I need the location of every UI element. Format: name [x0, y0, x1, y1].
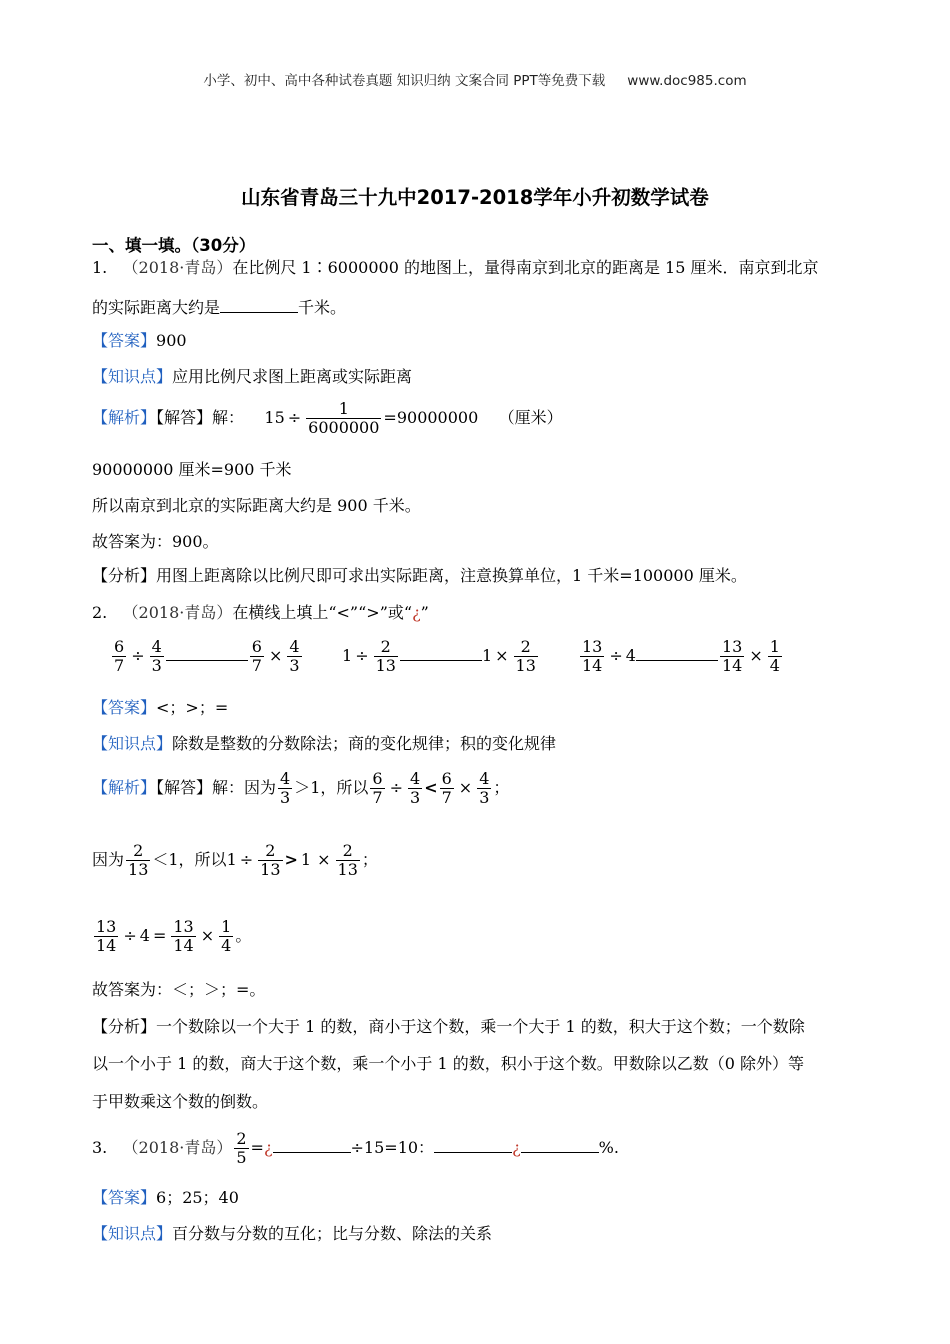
fraction-numerator: 2 [380, 637, 391, 656]
q2-text-end: ” [420, 603, 429, 622]
q1-fraction [306, 400, 381, 437]
frac-4-3 [477, 770, 491, 807]
fraction-denominator: 3 [280, 788, 291, 807]
fraction-denominator: 7 [251, 656, 262, 675]
fraction-numerator: 13 [582, 637, 603, 656]
fraction-denominator: 7 [114, 656, 125, 675]
q1-answer-blank[interactable] [220, 296, 298, 313]
frac-2-13 [336, 842, 360, 879]
frac-4-3 [278, 770, 292, 807]
knowledge-tag: 【知识点】 [92, 734, 173, 753]
section-heading: 一、填一填。（30分） [92, 236, 256, 255]
page-title: 山东省青岛三十九中2017-2018学年小升初数学试卷 [241, 186, 709, 209]
q2-blank-a[interactable] [166, 644, 248, 661]
fraction-numerator: 13 [96, 917, 117, 936]
fraction-denominator: 6000000 [308, 418, 380, 437]
times-sign: × [317, 850, 331, 869]
q3-invalid-char: ¿ [263, 1138, 273, 1157]
q2-line2-pre: 因为 [92, 850, 125, 869]
frac-13-14 [171, 918, 195, 955]
q3-answer-line [92, 1188, 239, 1208]
q1-fenxi-line [92, 566, 747, 586]
header-site-link[interactable]: www.doc985.com [627, 73, 747, 89]
q1-text-a: 在比例尺 1∶6000000 的地图上，量得南京到北京的距离是 15 厘米．南京到北京 [232, 258, 819, 277]
fraction-denominator: 13 [515, 656, 536, 675]
answer-tag: 【答案】 [92, 331, 157, 350]
div-sign: ÷ [123, 926, 137, 945]
frac-6-7 [370, 770, 384, 807]
times-sign: × [268, 646, 283, 665]
frac-4-3 [287, 638, 301, 675]
fraction-numerator: 4 [479, 769, 490, 788]
q1-solve-pre: 解： [212, 408, 245, 427]
semicolon: ； [493, 778, 510, 797]
solve-tag: 【解答】 [156, 778, 213, 797]
q1-knowledge: 应用比例尺求图上距离或实际距离 [172, 367, 413, 386]
q2-line2-mid: ＜1，所以 [152, 850, 227, 869]
q2-conclusion: 故答案为：＜；＞；=。 [92, 980, 266, 999]
header-text: 小学、初中、高中各种试卷真题 知识归纳 文案合同 PPT等免费下载 [203, 73, 606, 89]
fraction-numerator: 4 [280, 769, 291, 788]
page-header [0, 69, 950, 89]
fraction-numerator: 2 [236, 1129, 247, 1148]
q2-knowledge: 除数是整数的分数除法；商的变化规律；积的变化规律 [172, 734, 557, 753]
fraction-numerator: 6 [251, 637, 262, 656]
div-sign: ÷ [287, 408, 302, 427]
frac-13-14 [720, 638, 744, 675]
fraction-numerator: 6 [372, 769, 383, 788]
q1-line-1 [92, 258, 819, 278]
fraction-denominator: 13 [260, 860, 281, 879]
q2-knowledge-line [92, 734, 556, 754]
frac-2-13 [374, 638, 398, 675]
fraction-numerator: 13 [173, 917, 194, 936]
q2-line-1 [92, 603, 429, 623]
fraction-numerator: 2 [342, 841, 353, 860]
fenxi-tag: 【分析】 [92, 1017, 157, 1036]
q2-solve-mid: ＞1，所以 [294, 778, 369, 797]
fraction-denominator: 13 [337, 860, 358, 879]
times-sign: × [749, 646, 763, 665]
q2-solution-line-2 [92, 842, 378, 879]
frac-1-4 [219, 918, 233, 955]
frac-4-3 [408, 770, 422, 807]
q2-blank-c[interactable] [636, 644, 718, 661]
fenxi-tag: 【分析】 [92, 566, 157, 585]
number-one: 1 [481, 646, 493, 665]
q1-fenxi: 用图上距离除以比例尺即可求出实际距离，注意换算单位，1 千米=100000 厘米。 [156, 566, 747, 585]
analysis-tag: 【解析】 [92, 408, 157, 427]
q3-blank-3[interactable] [521, 1136, 599, 1153]
semicolon: ； [361, 850, 378, 869]
fraction-denominator: 14 [96, 936, 117, 955]
q3-end: %. [598, 1138, 619, 1157]
fraction-denominator: 14 [582, 656, 603, 675]
q1-solution-line [92, 400, 563, 437]
times-sign: × [495, 646, 509, 665]
frac-2-13 [514, 638, 538, 675]
q1-line-3: 90000000 厘米=900 千米 [92, 460, 292, 479]
q1-line-2 [92, 296, 346, 318]
fraction-denominator: 4 [221, 936, 232, 955]
frac-2-13 [258, 842, 282, 879]
q3-line-1 [92, 1130, 619, 1167]
analysis-tag: 【解析】 [92, 778, 157, 797]
fraction-numerator: 4 [410, 769, 421, 788]
answer-tag: 【答案】 [92, 1188, 157, 1207]
q3-blank-2[interactable] [434, 1136, 512, 1153]
equals-sign: = [152, 926, 167, 945]
fraction-denominator: 13 [375, 656, 396, 675]
div-sign: ÷ [355, 646, 369, 665]
fraction-numerator: 1 [338, 399, 349, 418]
q1-number: 1. [92, 258, 108, 277]
q1-source: （2018·青岛） [122, 258, 233, 277]
fraction-numerator: 2 [520, 637, 531, 656]
q2-source: （2018·青岛） [122, 603, 233, 622]
fraction-denominator: 7 [372, 788, 383, 807]
frac-6-7 [250, 638, 264, 675]
fraction-denominator: 13 [128, 860, 149, 879]
fraction-denominator: 3 [479, 788, 490, 807]
q1-line-5: 故答案为：900。 [92, 532, 219, 551]
frac-2-5 [234, 1130, 248, 1167]
q1-answer-line [92, 331, 187, 351]
frac-6-7 [112, 638, 126, 675]
fraction-denominator: 3 [289, 656, 300, 675]
fraction-numerator: 2 [133, 841, 144, 860]
q3-answer: 6；25；40 [156, 1188, 239, 1207]
div-sign: ÷ [389, 778, 404, 797]
q2-fenxi-line-3: 于甲数乘这个数的倒数。 [92, 1092, 269, 1111]
q2-fenxi-line-2: 以一个小于 1 的数，商大于这个数，乘一个小于 1 的数，积小于这个数。甲数除以乙数（0 除外）等 [92, 1054, 804, 1073]
q2-solution-line-3 [92, 918, 251, 955]
q2-answer-line [92, 698, 228, 718]
period: 。 [235, 926, 252, 945]
q2-fenxi-line-1 [92, 1017, 805, 1037]
answer-tag: 【答案】 [92, 698, 157, 717]
q3-knowledge: 百分数与分数的互化；比与分数、除法的关系 [172, 1224, 493, 1243]
knowledge-tag: 【知识点】 [92, 1224, 173, 1243]
fraction-denominator: 4 [769, 656, 780, 675]
q2-number: 2. [92, 603, 108, 622]
fraction-numerator: 1 [221, 917, 232, 936]
q2-problem-c [578, 638, 784, 675]
fraction-denominator: 3 [410, 788, 421, 807]
number-four: 4 [139, 926, 150, 945]
fraction-denominator: 7 [441, 788, 452, 807]
number-four: 4 [625, 646, 636, 665]
div-sign: ÷ [239, 850, 254, 869]
q1-text-b-post: 千米。 [298, 298, 347, 317]
q2-answer: <；>；= [156, 698, 229, 717]
fraction-numerator: 4 [289, 637, 300, 656]
frac-4-3 [150, 638, 164, 675]
fraction-denominator: 14 [173, 936, 194, 955]
solve-tag: 【解答】 [156, 408, 213, 427]
frac-2-13 [126, 842, 150, 879]
q2-solve-pre: 解：因为 [212, 778, 277, 797]
q3-mid: ÷15=10： [350, 1138, 435, 1157]
number-one: 1 [342, 646, 353, 665]
q1-text-b-pre: 的实际距离大约是 [92, 298, 221, 317]
q1-knowledge-line [92, 367, 412, 387]
q2-solution-line-1 [92, 770, 509, 807]
q2-fenxi-1: 一个数除以一个大于 1 的数，商小于这个数，乘一个大于 1 的数，积大于这个数；一个数除 [156, 1017, 805, 1036]
fraction-numerator: 6 [441, 769, 452, 788]
q3-number: 3. [92, 1138, 108, 1157]
number-one: 1 [226, 850, 237, 869]
fraction-numerator: 6 [114, 637, 125, 656]
q3-invalid-char: ¿ [512, 1138, 521, 1157]
greater-than-sign: > [284, 850, 298, 869]
times-sign: × [200, 926, 215, 945]
q2-blank-b[interactable] [400, 644, 482, 661]
q1-eq-unit: （厘米） [498, 408, 563, 427]
fraction-numerator: 2 [265, 841, 276, 860]
q1-eq-result: =90000000 [383, 408, 479, 427]
frac-1-4 [768, 638, 782, 675]
frac-6-7 [440, 770, 454, 807]
q1-eq-left: 15 [264, 408, 285, 427]
q1-answer: 900 [156, 331, 187, 350]
div-sign: ÷ [609, 646, 623, 665]
q2-text: 在横线上填上“<”“>”或“ [232, 603, 413, 622]
div-sign: ÷ [131, 646, 145, 665]
q3-source: （2018·青岛） [122, 1138, 233, 1157]
equals-sign: = [250, 1138, 264, 1157]
q3-blank-1[interactable] [273, 1136, 351, 1153]
frac-13-14 [94, 918, 118, 955]
q1-line-4: 所以南京到北京的实际距离大约是 900 千米。 [92, 496, 421, 515]
frac-13-14 [580, 638, 604, 675]
q3-knowledge-line [92, 1224, 492, 1244]
fraction-numerator: 4 [151, 637, 162, 656]
q2-invalid-char: ¿ [412, 603, 421, 622]
q2-problem-a [110, 638, 304, 675]
knowledge-tag: 【知识点】 [92, 367, 173, 386]
fraction-numerator: 1 [769, 637, 780, 656]
less-than-sign: < [424, 778, 438, 797]
q2-problem-b [342, 638, 540, 675]
fraction-denominator: 14 [721, 656, 743, 675]
fraction-denominator: 5 [236, 1148, 247, 1167]
fraction-denominator: 3 [151, 656, 162, 675]
number-one: 1 [300, 850, 312, 869]
fraction-numerator: 13 [721, 637, 743, 656]
times-sign: × [458, 778, 473, 797]
